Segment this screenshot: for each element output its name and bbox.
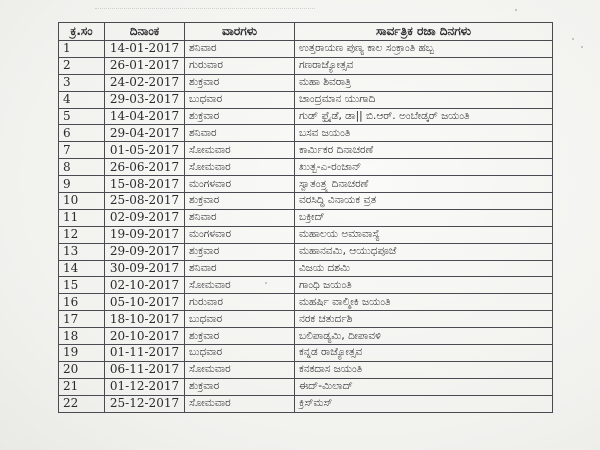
table-row — [59, 243, 553, 260]
table-row — [59, 294, 553, 311]
date-cell: 30-09-2017 — [105, 260, 185, 277]
weekday-cell: ಶುಕ್ರವಾರ — [185, 378, 295, 395]
cropped-header-edge — [95, 0, 315, 9]
serial-no-cell: 7 — [59, 142, 105, 159]
date-cell: 26-06-2017 — [105, 159, 185, 176]
date-cell: 14-04-2017 — [105, 108, 185, 125]
table-row — [59, 395, 553, 412]
table-row — [59, 311, 553, 328]
serial-no-cell: 21 — [59, 378, 105, 395]
serial-no-cell: 3 — [59, 74, 105, 91]
date-cell: 24-02-2017 — [105, 74, 185, 91]
table-row — [59, 361, 553, 378]
weekday-cell: ಸೋಮವಾರ — [185, 159, 295, 176]
holiday-name-cell: ಬಸವ ಜಯಂತಿ — [295, 125, 553, 142]
date-cell: 18-10-2017 — [105, 311, 185, 328]
date-cell: 05-10-2017 — [105, 294, 185, 311]
serial-no-cell: 13 — [59, 243, 105, 260]
serial-no-cell: 22 — [59, 395, 105, 412]
holiday-name-cell: ಕನಕದಾಸ ಜಯಂತಿ — [295, 361, 553, 378]
paper-speck — [581, 46, 583, 48]
table-row — [59, 159, 553, 176]
table-row — [59, 378, 553, 395]
serial-no-cell: 1 — [59, 41, 105, 58]
weekday-cell: ಶುಕ್ರವಾರ — [185, 108, 295, 125]
holiday-name-cell: ಈದ್-ಮಿಲಾದ್ — [295, 378, 553, 395]
date-cell: 29-09-2017 — [105, 243, 185, 260]
holiday-name-cell: ಮಹಾ ಶಿವರಾತ್ರಿ — [295, 74, 553, 91]
table-row — [59, 193, 553, 210]
weekday-cell: ಶುಕ್ರವಾರ — [185, 193, 295, 210]
date-cell: 15-08-2017 — [105, 176, 185, 193]
paper-speck — [572, 38, 574, 40]
weekday-cell: ಶುಕ್ರವಾರ — [185, 243, 295, 260]
holiday-name-cell: ಗುಡ್ ಫ್ರೈಡೆ, ಡಾ|| ಬಿ.ಆರ್. ಅಂಬೇಡ್ಕರ್ ಜಯಂತಿ — [295, 108, 553, 125]
holiday-name-cell: ವರಸಿದ್ಧಿ ವಿನಾಯಕ ವ್ರತ — [295, 193, 553, 210]
date-cell: 06-11-2017 — [105, 361, 185, 378]
date-cell: 29-03-2017 — [105, 91, 185, 108]
holiday-name-cell: ಕಾರ್ಮಿಕರ ದಿನಾಚರಣೆ — [295, 142, 553, 159]
table-row — [59, 142, 553, 159]
serial-no-cell: 15 — [59, 277, 105, 294]
weekday-cell: ಸೋಮವಾರ — [185, 395, 295, 412]
holiday-name-cell: ಬಕ್ರೀದ್ — [295, 209, 553, 226]
date-cell: 01-12-2017 — [105, 378, 185, 395]
table-row — [59, 345, 553, 362]
holiday-name-cell: ಮಹಾನವಮಿ, ಆಯುಧಪೂಜೆ — [295, 243, 553, 260]
weekday-cell: ಬುಧವಾರ — [185, 311, 295, 328]
weekday-cell: ಶನಿವಾರ — [185, 260, 295, 277]
serial-no-cell: 2 — [59, 57, 105, 74]
holiday-name-cell: ವಿಜಯ ದಶಮಿ — [295, 260, 553, 277]
weekday-cell: ಬುಧವಾರ — [185, 91, 295, 108]
header-date: ದಿನಾಂಕ — [105, 23, 185, 41]
holiday-name-cell: ಕ್ರಿಸ್‌ಮಸ್ — [295, 395, 553, 412]
paper-speck — [515, 9, 517, 11]
holiday-name-cell: ಬಲಿಪಾಡ್ಯಮಿ, ದೀಪಾವಳಿ — [295, 328, 553, 345]
serial-no-cell: 9 — [59, 176, 105, 193]
serial-no-cell: 17 — [59, 311, 105, 328]
table-row — [59, 91, 553, 108]
serial-no-cell: 18 — [59, 328, 105, 345]
table-row — [59, 260, 553, 277]
header-weekday: ವಾರಗಳು — [185, 23, 295, 41]
weekday-cell: ಸೋಮವಾರ — [185, 361, 295, 378]
table-header-row — [59, 23, 553, 41]
holiday-table — [58, 22, 553, 413]
table-row — [59, 226, 553, 243]
serial-no-cell: 19 — [59, 345, 105, 362]
table-row — [59, 277, 553, 294]
weekday-cell: ಸೋಮವಾರ — [185, 277, 295, 294]
date-cell: 29-04-2017 — [105, 125, 185, 142]
date-cell: 02-10-2017 — [105, 277, 185, 294]
table-row — [59, 108, 553, 125]
date-cell: 02-09-2017 — [105, 209, 185, 226]
holiday-name-cell: ಖುತ್ಬ-ಎ-ರಂಜಾನ್ — [295, 159, 553, 176]
table-row — [59, 57, 553, 74]
date-cell: 20-10-2017 — [105, 328, 185, 345]
weekday-cell: ಶನಿವಾರ — [185, 209, 295, 226]
weekday-cell: ಮಂಗಳವಾರ — [185, 176, 295, 193]
holiday-name-cell: ಮಹಾಲಯ ಅಮಾವಾಸ್ಯೆ — [295, 226, 553, 243]
date-cell: 01-11-2017 — [105, 345, 185, 362]
date-cell: 19-09-2017 — [105, 226, 185, 243]
weekday-cell: ಶುಕ್ರವಾರ — [185, 328, 295, 345]
serial-no-cell: 5 — [59, 108, 105, 125]
serial-no-cell: 11 — [59, 209, 105, 226]
table-row — [59, 176, 553, 193]
serial-no-cell: 16 — [59, 294, 105, 311]
holiday-name-cell: ಸ್ವಾತಂತ್ರ್ಯ ದಿನಾಚರಣೆ — [295, 176, 553, 193]
holiday-rows — [59, 41, 553, 413]
table-row — [59, 125, 553, 142]
table-row — [59, 74, 553, 91]
weekday-cell: ಮಂಗಳವಾರ — [185, 226, 295, 243]
holiday-name-cell: ಕನ್ನಡ ರಾಜ್ಯೋತ್ಸವ — [295, 345, 553, 362]
serial-no-cell: 14 — [59, 260, 105, 277]
serial-no-cell: 6 — [59, 125, 105, 142]
weekday-cell: ಶನಿವಾರ — [185, 41, 295, 58]
date-cell: 26-01-2017 — [105, 57, 185, 74]
weekday-cell: ಸೋಮವಾರ — [185, 142, 295, 159]
holiday-name-cell: ಗಾಂಧಿ ಜಯಂತಿ — [295, 277, 553, 294]
table-row — [59, 209, 553, 226]
serial-no-cell: 12 — [59, 226, 105, 243]
date-cell: 25-08-2017 — [105, 193, 185, 210]
serial-no-cell: 4 — [59, 91, 105, 108]
header-holiday-name: ಸಾರ್ವತ್ರಿಕ ರಜಾ ದಿನಗಳು — [295, 23, 553, 41]
weekday-cell: ಶನಿವಾರ — [185, 125, 295, 142]
holiday-name-cell: ಗಣರಾಜ್ಯೋತ್ಸವ — [295, 57, 553, 74]
header-serial-no: ಕ್ರ.ಸಂ — [59, 23, 105, 41]
holiday-name-cell: ನರಕ ಚತುರ್ದಶಿ — [295, 311, 553, 328]
serial-no-cell: 20 — [59, 361, 105, 378]
weekday-cell: ಗುರುವಾರ — [185, 57, 295, 74]
holiday-name-cell: ಚಾಂದ್ರಮಾನ ಯುಗಾದಿ — [295, 91, 553, 108]
table-row — [59, 41, 553, 58]
serial-no-cell: 10 — [59, 193, 105, 210]
weekday-cell: ಶುಕ್ರವಾರ — [185, 74, 295, 91]
date-cell: 25-12-2017 — [105, 395, 185, 412]
holiday-name-cell: ಮಹರ್ಷಿ ವಾಲ್ಮೀಕಿ ಜಯಂತಿ — [295, 294, 553, 311]
date-cell: 14-01-2017 — [105, 41, 185, 58]
weekday-cell: ಬುಧವಾರ — [185, 345, 295, 362]
serial-no-cell: 8 — [59, 159, 105, 176]
holiday-name-cell: ಉತ್ತರಾಯಣ ಪುಣ್ಯ ಕಾಲ ಸಂಕ್ರಾಂತಿ ಹಬ್ಬ — [295, 41, 553, 58]
date-cell: 01-05-2017 — [105, 142, 185, 159]
weekday-cell: ಗುರುವಾರ — [185, 294, 295, 311]
table-row — [59, 328, 553, 345]
